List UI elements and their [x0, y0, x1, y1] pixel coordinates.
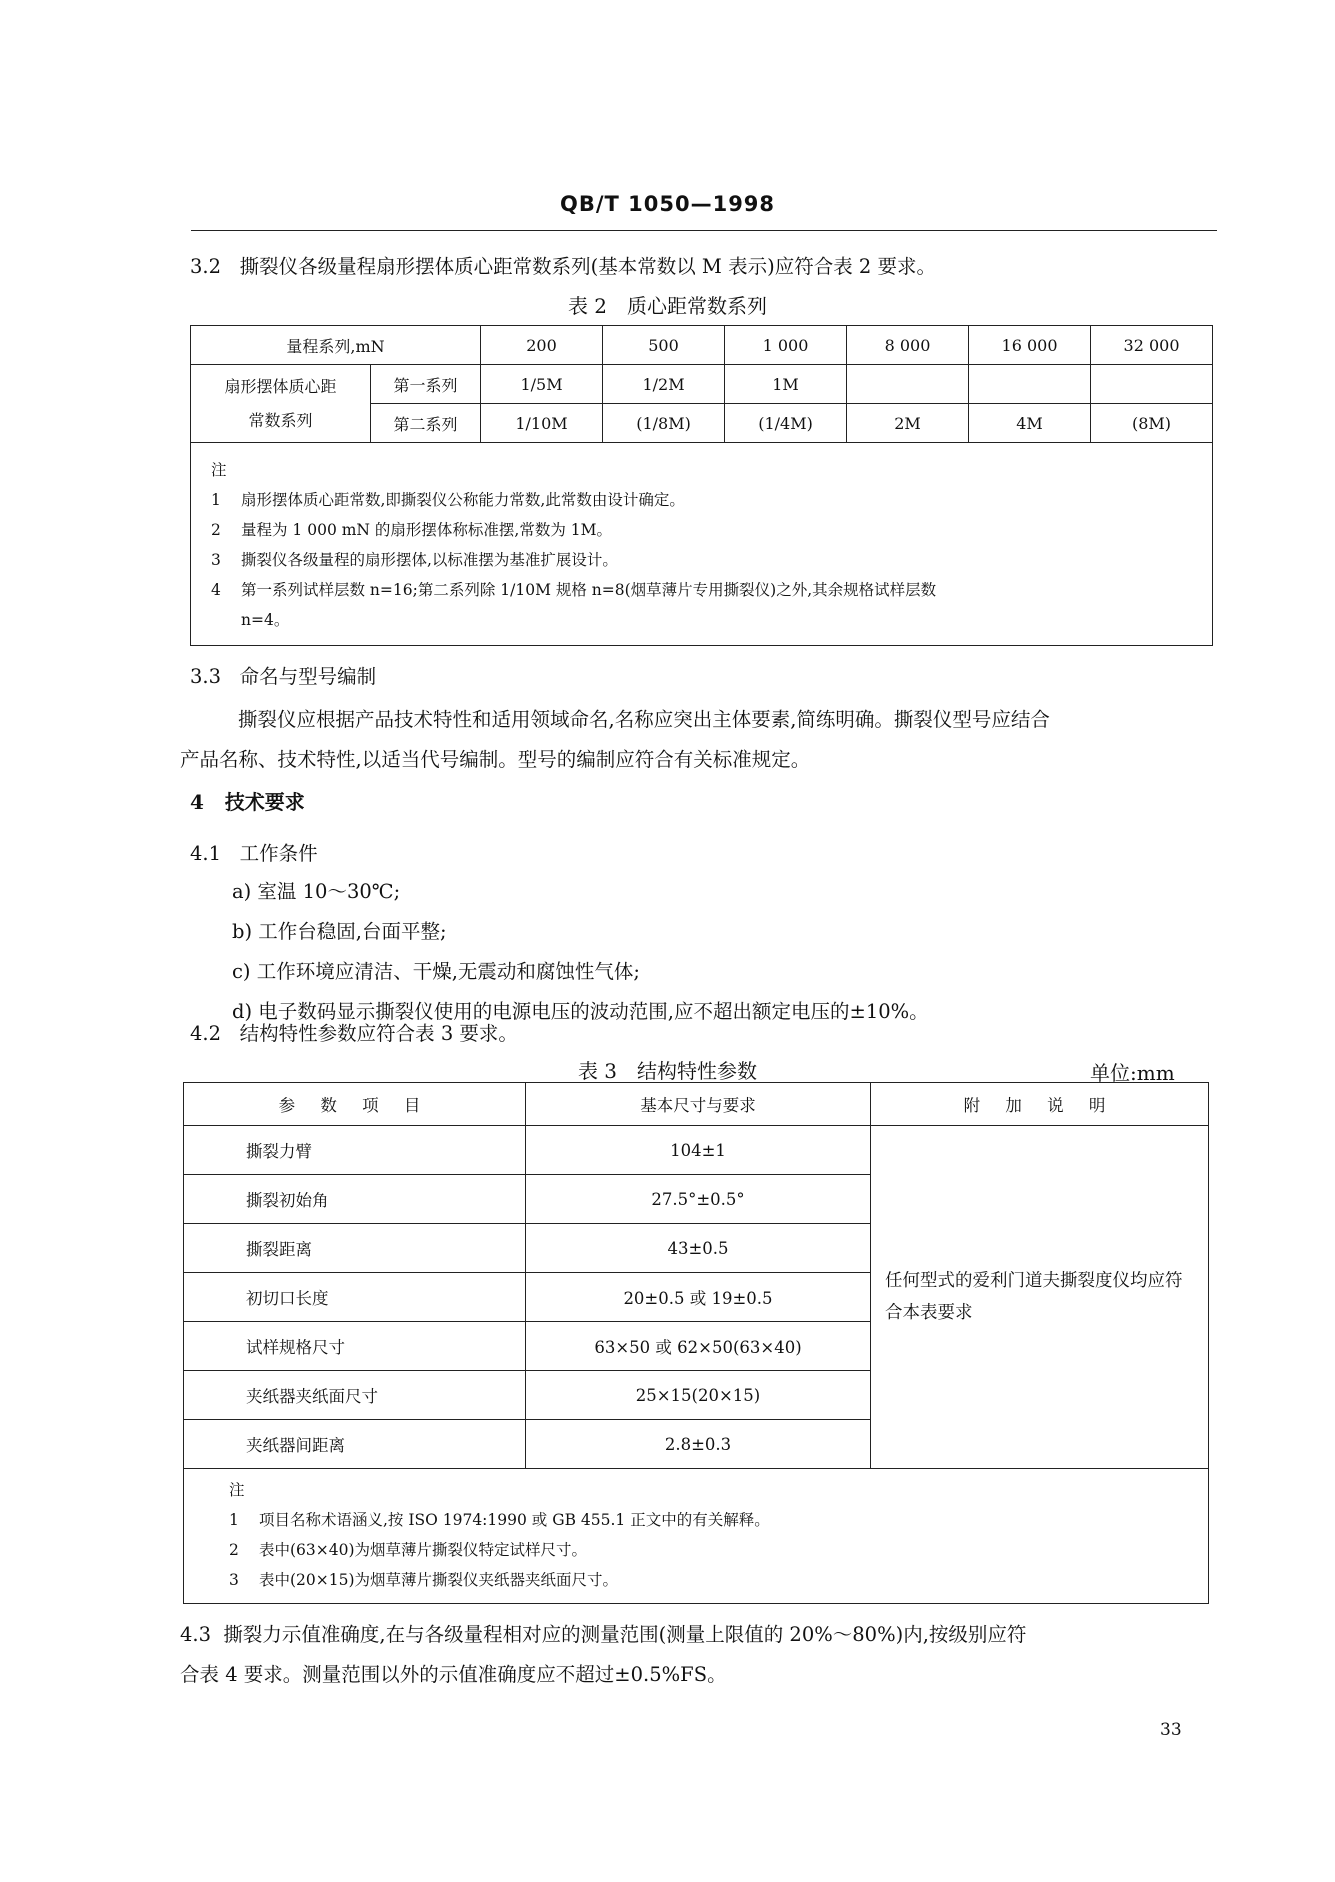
series2-cell: 1/10M [481, 404, 603, 443]
section-number: 4 [190, 790, 204, 814]
clause-text: 结构特性参数应符合表 3 要求。 [239, 1022, 518, 1045]
param-item: 初切口长度 [184, 1273, 526, 1322]
clause-title: 工作条件 [239, 842, 318, 865]
series1-cell: 1/5M [481, 365, 603, 404]
note-item: 3 表中(20×15)为烟草薄片撕裂仪夹纸器夹纸面尺寸。 [229, 1571, 619, 1589]
range-cell: 200 [481, 326, 603, 365]
section-title: 技术要求 [224, 790, 305, 814]
table3-notes [184, 1469, 1209, 1604]
group-label [191, 365, 371, 443]
clause-3-2 [190, 255, 936, 278]
table2-caption: 表 2 质心距常数系列 [567, 294, 768, 318]
header-cell: 基本尺寸与要求 [526, 1083, 871, 1126]
table3-unit: 单位:mm [1090, 1061, 1175, 1085]
clause-number: 4.1 [190, 842, 222, 865]
param-value: 25×15(20×15) [526, 1371, 871, 1420]
param-value: 104±1 [526, 1126, 871, 1175]
list-item: c) 工作环境应清洁、干燥,无震动和腐蚀性气体; [232, 960, 640, 983]
param-item: 试样规格尺寸 [184, 1322, 526, 1371]
paragraph-line: 合表 4 要求。测量范围以外的示值准确度应不超过±0.5%FS。 [180, 1663, 727, 1686]
clause-4-1-heading [190, 842, 318, 865]
list-item: b) 工作台稳固,台面平整; [232, 920, 447, 943]
group-label-line2: 常数系列 [248, 410, 313, 430]
param-item: 撕裂初始角 [184, 1175, 526, 1224]
clause-title: 命名与型号编制 [239, 665, 377, 688]
list-item: d) 电子数码显示撕裂仪使用的电源电压的波动范围,应不超出额定电压的±10%。 [232, 1000, 929, 1023]
clause-number: 3.2 [190, 255, 222, 278]
note-title: 注 [211, 461, 227, 479]
series2-label: 第二系列 [371, 404, 481, 443]
note-continuation: n=4。 [241, 611, 290, 629]
header-cell: 参 数 项 目 [184, 1083, 526, 1126]
param-value: 43±0.5 [526, 1224, 871, 1273]
series1-cell: 1M [725, 365, 847, 404]
series2-cell: 4M [969, 404, 1091, 443]
param-item: 撕裂力臂 [184, 1126, 526, 1175]
table-notes-row [184, 1469, 1209, 1604]
paragraph-line: 撕裂仪应根据产品技术特性和适用领域命名,名称应突出主体要素,简练明确。撕裂仪型号应结合 [238, 708, 1050, 731]
series2-cell: 2M [847, 404, 969, 443]
range-cell: 16 000 [969, 326, 1091, 365]
header-cell: 附 加 说 明 [871, 1083, 1209, 1126]
param-item: 撕裂距离 [184, 1224, 526, 1273]
work-conditions-list [232, 872, 929, 1032]
series2-cell: (1/4M) [725, 404, 847, 443]
series1-cell: 1/2M [603, 365, 725, 404]
table-row [184, 1126, 1209, 1175]
series1-label: 第一系列 [371, 365, 481, 404]
note-item: 1 项目名称术语涵义,按 ISO 1974:1990 或 GB 455.1 正文中的有关解释。 [229, 1511, 770, 1529]
table-header-row [184, 1083, 1209, 1126]
table-row [191, 365, 1213, 404]
param-item: 夹纸器夹纸面尺寸 [184, 1371, 526, 1420]
clause-text: 撕裂力示值准确度,在与各级量程相对应的测量范围(测量上限值的 20%～80%)内,按级别应符 [223, 1623, 1027, 1646]
paragraph-line: 产品名称、技术特性,以适当代号编制。型号的编制应符合有关标准规定。 [180, 748, 811, 771]
param-value: 2.8±0.3 [526, 1420, 871, 1469]
param-item: 夹纸器间距离 [184, 1420, 526, 1469]
table-row [191, 326, 1213, 365]
param-value: 20±0.5 或 19±0.5 [526, 1273, 871, 1322]
list-item: a) 室温 10～30℃; [232, 880, 401, 903]
note-title: 注 [229, 1481, 245, 1499]
series1-cell [969, 365, 1091, 404]
section-4-heading [190, 786, 305, 815]
param-value: 27.5°±0.5° [526, 1175, 871, 1224]
paragraph-line [180, 1615, 1215, 1655]
clause-4-2 [190, 1022, 518, 1045]
clause-3-3-heading [190, 665, 376, 688]
standard-code: QB/T 1050—1998 [559, 192, 776, 216]
table-3 [183, 1082, 1209, 1604]
range-cell: 32 000 [1091, 326, 1213, 365]
clause-number: 4.2 [190, 1022, 222, 1045]
range-cell: 500 [603, 326, 725, 365]
header-rule [191, 230, 1217, 231]
note-item: 2 量程为 1 000 mN 的扇形摆体称标准摆,常数为 1M。 [211, 521, 613, 539]
note-item: 1 扇形摆体质心距常数,即撕裂仪公称能力常数,此常数由设计确定。 [211, 491, 685, 509]
range-cell: 1 000 [725, 326, 847, 365]
clause-number: 3.3 [190, 665, 222, 688]
table-notes-row [191, 443, 1213, 646]
range-cell: 8 000 [847, 326, 969, 365]
param-value: 63×50 或 62×50(63×40) [526, 1322, 871, 1371]
page-number: 33 [1160, 1720, 1182, 1740]
table-2 [190, 325, 1213, 646]
clause-number: 4.3 [180, 1623, 212, 1646]
group-label-line1: 扇形摆体质心距 [224, 376, 337, 396]
series1-cell [847, 365, 969, 404]
clause-text: 撕裂仪各级量程扇形摆体质心距常数系列(基本常数以 M 表示)应符合表 2 要求。 [239, 255, 937, 278]
range-label: 量程系列,mN [191, 326, 481, 365]
remark-cell: 任何型式的爱利门道夫撕裂度仪均应符合本表要求 [871, 1126, 1209, 1469]
series1-cell [1091, 365, 1213, 404]
clause-3-3-body [180, 700, 1215, 780]
table2-notes [191, 443, 1213, 646]
series2-cell: (8M) [1091, 404, 1213, 443]
table3-caption: 表 3 结构特性参数 [577, 1059, 758, 1083]
series2-cell: (1/8M) [603, 404, 725, 443]
note-item: 3 撕裂仪各级量程的扇形摆体,以标准摆为基准扩展设计。 [211, 551, 618, 569]
note-item: 2 表中(63×40)为烟草薄片撕裂仪特定试样尺寸。 [229, 1541, 588, 1559]
clause-4-3 [180, 1615, 1215, 1695]
note-item: 4 第一系列试样层数 n=16;第二系列除 1/10M 规格 n=8(烟草薄片专用撕裂仪)之外,其余规格试样层数 [211, 581, 937, 599]
